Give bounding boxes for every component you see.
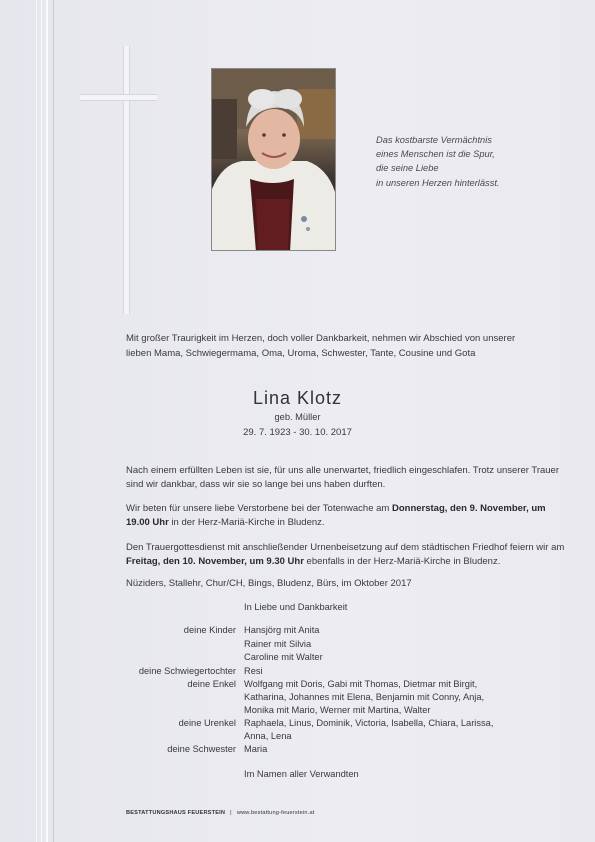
funeral-text: Den Trauergottesdienst mit anschließender Urnenbeisetzung auf dem städtischen Friedhof feiern wir am [126,542,565,553]
intro-line: lieben Mama, Schwiegermama, Oma, Uroma, Schwester, Tante, Cousine und Gota [126,347,476,359]
quote-line: eines Menschen ist die Spur, [376,149,495,160]
mourner-label: deine Schwiegertochter [138,666,236,676]
mourners-closing: Im Namen aller Verwandten [244,769,359,779]
quote-line: die seine Liebe [376,163,439,174]
mourner-names: Hansjörg mit Anita [244,625,320,635]
vigil-text: Wir beten für unsere liebe Verstorbene bei der Totenwache am [126,503,392,514]
mourner-label: deine Urenkel [178,718,236,728]
mourner-names: Monika mit Mario, Werner mit Martina, Walter [244,705,431,715]
footer-separator: | [230,810,232,816]
mourner-names: Caroline mit Walter [244,652,323,662]
mourner-label: deine Enkel [187,679,236,689]
mourner-label: deine Schwester [167,744,236,754]
deceased-name: Lina Klotz [252,388,343,408]
quote-line: Das kostbarste Vermächtnis [376,135,492,145]
vigil-place: in der Herz-Mariä-Kirche in Bludenz. [168,517,325,529]
mourner-label: deine Kinder [183,625,236,635]
mourner-names: Raphaela, Linus, Dominik, Victoria, Isabella, Chiara, Larissa, [244,718,494,728]
mourner-names: Anna, Lena [244,731,292,741]
places-and-date: Nüziders, Stallehr, Chur/CH, Bings, Bludenz, Bürs, im Oktober 2017 [126,578,412,589]
mourner-names: Resi [244,666,263,676]
mourner-names: Rainer mit Silvia [244,639,312,649]
mourner-names: Maria [244,744,268,754]
footer-url[interactable]: www.bestattung-feuerstein.at [236,810,315,816]
vigil-date: Donnerstag, den 9. November, um 19.00 Uhr [126,503,546,529]
life-dates: 29. 7. 1923 - 30. 10. 2017 [243,427,352,438]
mourner-names: Wolfgang mit Doris, Gabi mit Thomas, Dietmar mit Birgit, [244,679,478,689]
paragraph-passing: Nach einem erfüllten Leben ist sie, für uns alle unerwartet, friedlich eingeschlafen. Trotz unserer Trauer sind wir dankbar, dass wir sie so lange bei uns haben durften. [126,465,560,491]
footer-brand: BESTATTUNGSHAUS FEUERSTEIN [126,810,226,816]
mourner-names: Katharina, Johannes mit Elena, Benjamin mit Conny, Anja, [244,692,485,702]
intro-line: Mit großer Traurigkeit im Herzen, doch voller Dankbarkeit, nehmen wir Abschied von unserer [126,333,516,344]
footer [126,810,315,816]
birth-name: geb. Müller [274,412,321,422]
funeral-date: Freitag, den 10. November, um 9.30 Uhr [126,556,304,568]
funeral-place: ebenfalls in der Herz-Mariä-Kirche in Bludenz. [303,556,501,568]
quote-line: in unseren Herzen hinterlässt. [376,177,500,188]
mourners-opening: In Liebe und Dankbarkeit [244,602,348,612]
